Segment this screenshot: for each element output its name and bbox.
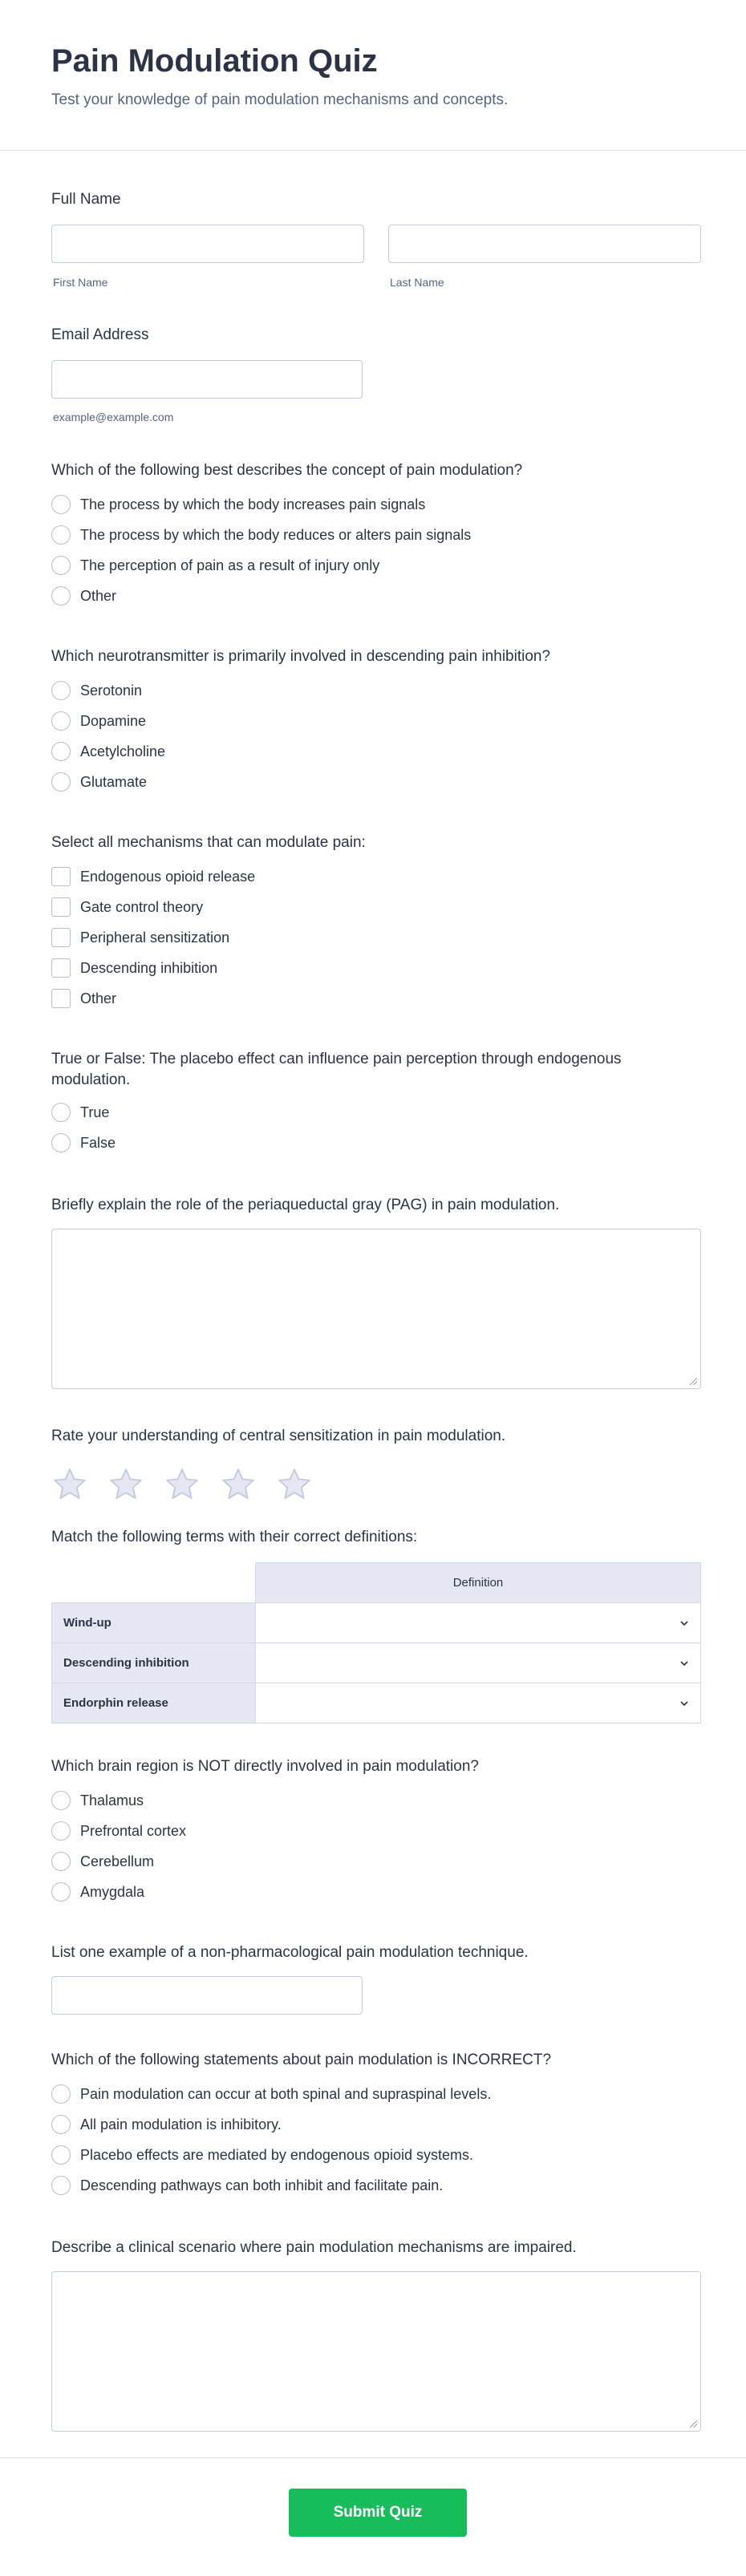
full-name-field [51,189,121,210]
radio-button[interactable] [51,742,71,761]
question-label: Rate your understanding of central sensitization in pain modulation. [51,1428,506,1444]
question-central-sensitization-rating [51,1426,709,1503]
last-name-sublabel: Last Name [390,276,444,289]
radio-option[interactable] [51,489,709,520]
star-icon[interactable] [276,1466,313,1503]
definition-dropdown[interactable] [256,1603,701,1643]
option-label: Endogenous opioid release [80,868,256,885]
radio-option[interactable] [51,706,709,736]
radio-option[interactable] [51,1128,709,1158]
option-label: Glutamate [80,773,148,790]
nonpharm-technique-input[interactable] [51,1976,363,2015]
option-label: Other [80,587,117,604]
option-label: Placebo effects are mediated by endogenous opioid systems. [80,2146,473,2163]
question-nonpharm-label: List one example of a non-pharmacological pain modulation technique. [51,1944,529,1961]
question-label-line2: modulation. [51,1071,131,1088]
radio-button[interactable] [51,1882,71,1902]
radio-option[interactable] [51,550,709,581]
star-icon[interactable] [164,1466,201,1503]
radio-button[interactable] [51,2145,71,2165]
email-input[interactable] [51,360,363,399]
radio-button[interactable] [51,525,71,545]
resize-grip-icon[interactable] [690,2420,697,2428]
option-label: Cerebellum [80,1853,155,1869]
radio-option[interactable] [51,1816,709,1846]
radio-option[interactable] [51,1877,709,1907]
option-label: True [80,1104,110,1120]
radio-button[interactable] [51,586,71,606]
radio-button[interactable] [51,2084,71,2104]
question-mechanisms-checklist [51,832,709,1014]
matrix-row-label: Endorphin release [52,1683,256,1723]
question-incorrect-statement [51,2050,709,2201]
star-rating [51,1466,709,1503]
question-brain-region [51,1756,709,1907]
radio-option[interactable] [51,1097,709,1128]
radio-option[interactable] [51,2079,709,2109]
question-label: Which brain region is NOT directly involved in pain modulation? [51,1758,479,1775]
radio-button[interactable] [51,1852,71,1871]
definition-dropdown[interactable] [256,1683,701,1723]
radio-option[interactable] [51,1785,709,1816]
first-name-sublabel: First Name [53,276,108,289]
form-footer [0,2457,746,2576]
radio-option[interactable] [51,2170,709,2201]
matrix-corner [52,1563,256,1603]
checkbox-option[interactable] [51,861,709,892]
radio-button[interactable] [51,2176,71,2195]
matrix-column-header: Definition [256,1563,701,1603]
radio-button[interactable] [51,1821,71,1841]
checkbox[interactable] [51,867,71,886]
question-label: Which neurotransmitter is primarily involved in descending pain inhibition? [51,648,551,665]
full-name-label: Full Name [51,191,121,208]
radio-button[interactable] [51,1791,71,1810]
option-label: Descending inhibition [80,959,218,976]
page-title: Pain Modulation Quiz [51,43,378,79]
question-matching-matrix [51,1527,701,1723]
question-label: Select all mechanisms that can modulate pain: [51,834,366,851]
question-pain-modulation-concept [51,460,709,611]
question-label: Which of the following best describes the concept of pain modulation? [51,462,523,479]
option-label: The process by which the body reduces or alters pain signals [80,526,472,543]
option-label: All pain modulation is inhibitory. [80,2116,282,2132]
question-pag-label: Briefly explain the role of the periaqueductal gray (PAG) in pain modulation. [51,1197,560,1213]
radio-option[interactable] [51,2109,709,2140]
checkbox[interactable] [51,928,71,947]
last-name-input[interactable] [388,225,701,263]
matching-table [51,1562,701,1723]
question-clinical-scenario-label: Describe a clinical scenario where pain modulation mechanisms are impaired. [51,2239,577,2256]
option-label: False [80,1134,116,1151]
radio-button[interactable] [51,772,71,792]
option-label: Dopamine [80,712,147,729]
radio-button[interactable] [51,2115,71,2134]
question-label: Which of the following statements about pain modulation is INCORRECT? [51,2051,552,2068]
radio-option[interactable] [51,767,709,797]
first-name-input[interactable] [51,225,364,263]
radio-option[interactable] [51,2140,709,2170]
radio-option[interactable] [51,675,709,706]
question-neurotransmitter [51,646,709,797]
radio-option[interactable] [51,520,709,550]
checkbox-option[interactable] [51,892,709,922]
radio-option[interactable] [51,581,709,611]
option-label: Peripheral sensitization [80,929,230,946]
radio-button[interactable] [51,495,71,514]
matrix-row-label: Wind-up [52,1603,256,1643]
radio-option[interactable] [51,736,709,767]
question-label-line1: True or False: The placebo effect can influence pain perception through endogenous [51,1051,622,1067]
checkbox[interactable] [51,897,71,917]
option-label: Acetylcholine [80,743,166,759]
option-label: Thalamus [80,1792,144,1808]
option-label: Descending pathways can both inhibit and facilitate pain. [80,2177,444,2193]
option-label: Serotonin [80,682,143,699]
option-label: Prefrontal cortex [80,1822,187,1839]
clinical-scenario-textarea[interactable] [51,2271,701,2432]
checkbox-option[interactable] [51,953,709,983]
email-sublabel: example@example.com [53,411,174,423]
star-icon[interactable] [220,1466,257,1503]
checkbox-option[interactable] [51,922,709,953]
option-label: The perception of pain as a result of injury only [80,557,380,573]
definition-dropdown[interactable] [256,1643,701,1683]
chevron-down-icon [679,1659,689,1668]
submit-button[interactable]: Submit Quiz [289,2489,467,2537]
star-icon[interactable] [51,1466,88,1503]
option-label: Amygdala [80,1883,145,1900]
question-label: Match the following terms with their correct definitions: [51,1529,418,1545]
question-placebo-true-false [51,1049,709,1158]
radio-button[interactable] [51,556,71,575]
radio-button[interactable] [51,681,71,700]
option-label: Other [80,990,117,1007]
chevron-down-icon [679,1699,689,1708]
chevron-down-icon [679,1618,689,1628]
email-label: Email Address [51,326,149,343]
pag-answer-textarea[interactable] [51,1229,701,1389]
checkbox-option[interactable] [51,983,709,1014]
option-label: Gate control theory [80,898,204,915]
radio-option[interactable] [51,1846,709,1877]
radio-button[interactable] [51,1133,71,1152]
resize-grip-icon[interactable] [690,1378,697,1385]
matrix-row-label: Descending inhibition [52,1643,256,1683]
form-header [0,0,746,151]
checkbox[interactable] [51,989,71,1008]
checkbox[interactable] [51,958,71,978]
page-subtitle: Test your knowledge of pain modulation mechanisms and concepts. [51,91,509,108]
radio-button[interactable] [51,711,71,731]
radio-button[interactable] [51,1103,71,1122]
option-label: The process by which the body increases pain signals [80,496,426,512]
star-icon[interactable] [107,1466,144,1503]
option-label: Pain modulation can occur at both spinal and supraspinal levels. [80,2085,492,2102]
